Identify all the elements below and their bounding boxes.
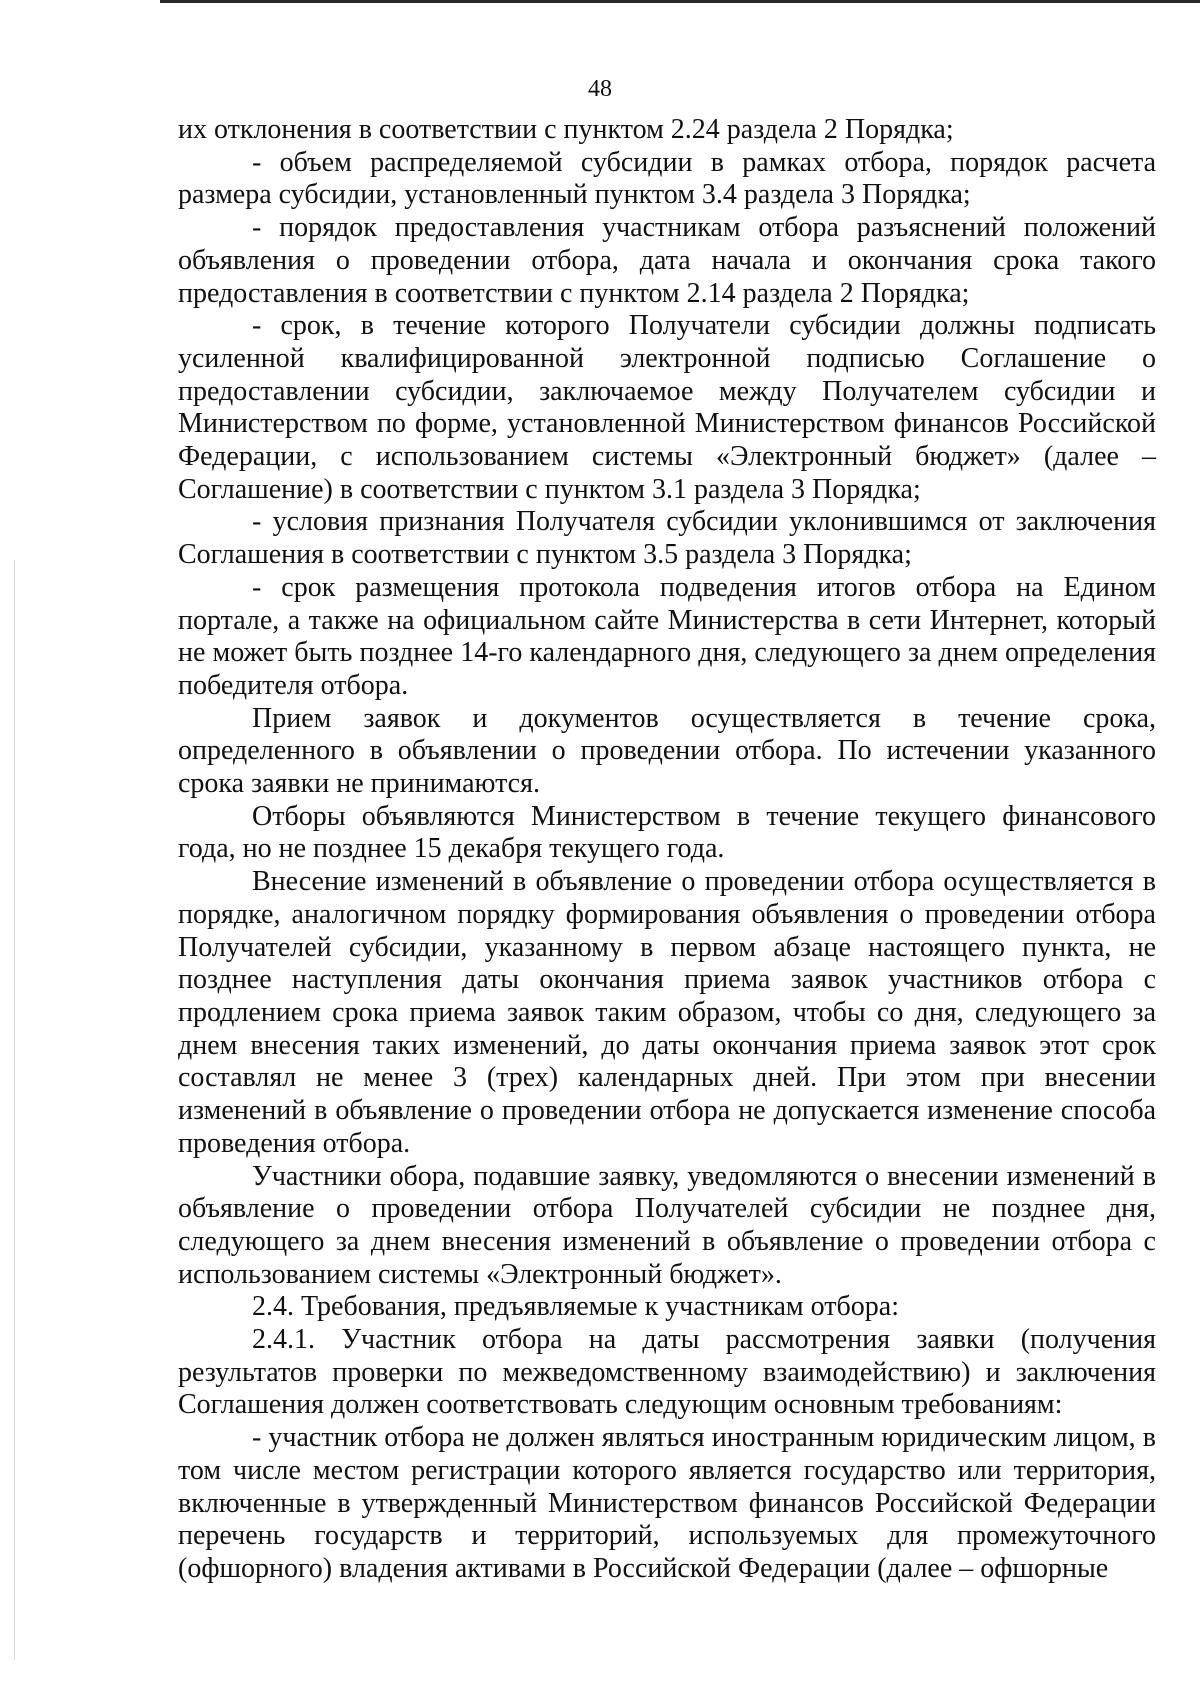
document-body	[178, 114, 1156, 1586]
paragraph-amendments: Внесение изменений в объявление о проведении отбора осуществляется в порядке, аналогичном порядку формирования объявления о проведении отбора Получателей субсидии, указанному в первом абзаце настоящего пункта, не позднее наступления даты окончания приема заявок участников отбора с продлением срока приема заявок таким образом, чтобы со дня, следующего за днем внесения таких изменений, до даты окончания приема заявок этот срок составлял не менее 3 (трех) календарных дней. При этом при внесении изменений в объявление о проведении отбора не допускается изменение способа проведения отбора.	[178, 866, 1156, 1159]
paragraph-protocol-placement: - срок размещения протокола подведения итогов отбора на Едином портале, а также на официальном сайте Министерства в сети Интернет, который не может быть позднее 14-го календарного дня, следующего за днем определения победителя отбора.	[178, 571, 1156, 701]
paragraph-foreign-entity-requirement: - участник отбора не должен являться иностранным юридическим лицом, в том числе местом регистрации которого является государство или территория, включенные в утвержденный Министерством финансов Российской Федерации перечень государств и территорий, используемых для промежуточного (офшорного) владения активами в Российской Федерации (далее – офшорные	[178, 1422, 1156, 1584]
paragraph-clarifications: - порядок предоставления участникам отбора разъяснений положений объявления о проведении отбора, дата начала и окончания срока такого предоставления в соответствии с пунктом 2.14 раздела 2 Порядка;	[178, 212, 1156, 309]
scan-left-fold	[14, 560, 15, 1660]
paragraph-application-intake: Прием заявок и документов осуществляется в течение срока, определенного в объявлении о проведении отбора. По истечении указанного срока заявки не принимаются.	[178, 702, 1156, 800]
paragraph-section-2-4-1: 2.4.1. Участник отбора на даты рассмотрения заявки (получения результатов проверки по межведомственному взаимодействию) и заключения Соглашения должен соответствовать следующим основным требованиям:	[178, 1324, 1156, 1421]
paragraph-participant-notification: Участники обора, подавшие заявку, уведомляются о внесении изменений в объявление о проведении отбора Получателей субсидии не позднее дня, следующего за днем внесения изменений в объявление о проведении отбора с использованием системы «Электронный бюджет».	[178, 1160, 1156, 1290]
paragraph-continuation: их отклонения в соответствии с пунктом 2.24 раздела 2 Порядка;	[178, 114, 954, 145]
paragraph-section-2-4: 2.4. Требования, предъявляемые к участникам отбора:	[252, 1291, 899, 1323]
paragraph-budget-volume: - объем распределяемой субсидии в рамках отбора, порядок расчета размера субсидии, установленный пунктом 3.4 раздела 3 Порядка;	[178, 146, 1156, 211]
paragraph-selection-announcement: Отборы объявляются Министерством в течение текущего финансового года, но не позднее 15 декабря текущего года.	[178, 800, 1156, 865]
paragraph-evasion-conditions: - условия признания Получателя субсидии уклонившимся от заключения Соглашения в соответствии с пунктом 3.5 раздела 3 Порядка;	[178, 506, 1156, 571]
paragraph-agreement-term: - срок, в течение которого Получатели субсидии должны подписать усиленной квалифицированной электронной подписью Соглашение о предоставлении субсидии, заключаемое между Получателем субсидии и Министерством по форме, установленной Министерством финансов Российской Федерации, с использованием системы «Электронный бюджет» (далее – Соглашение) в соответствии с пунктом 3.1 раздела 3 Порядка;	[178, 310, 1156, 505]
page-number: 48	[588, 76, 612, 102]
scan-top-edge	[160, 0, 1200, 3]
